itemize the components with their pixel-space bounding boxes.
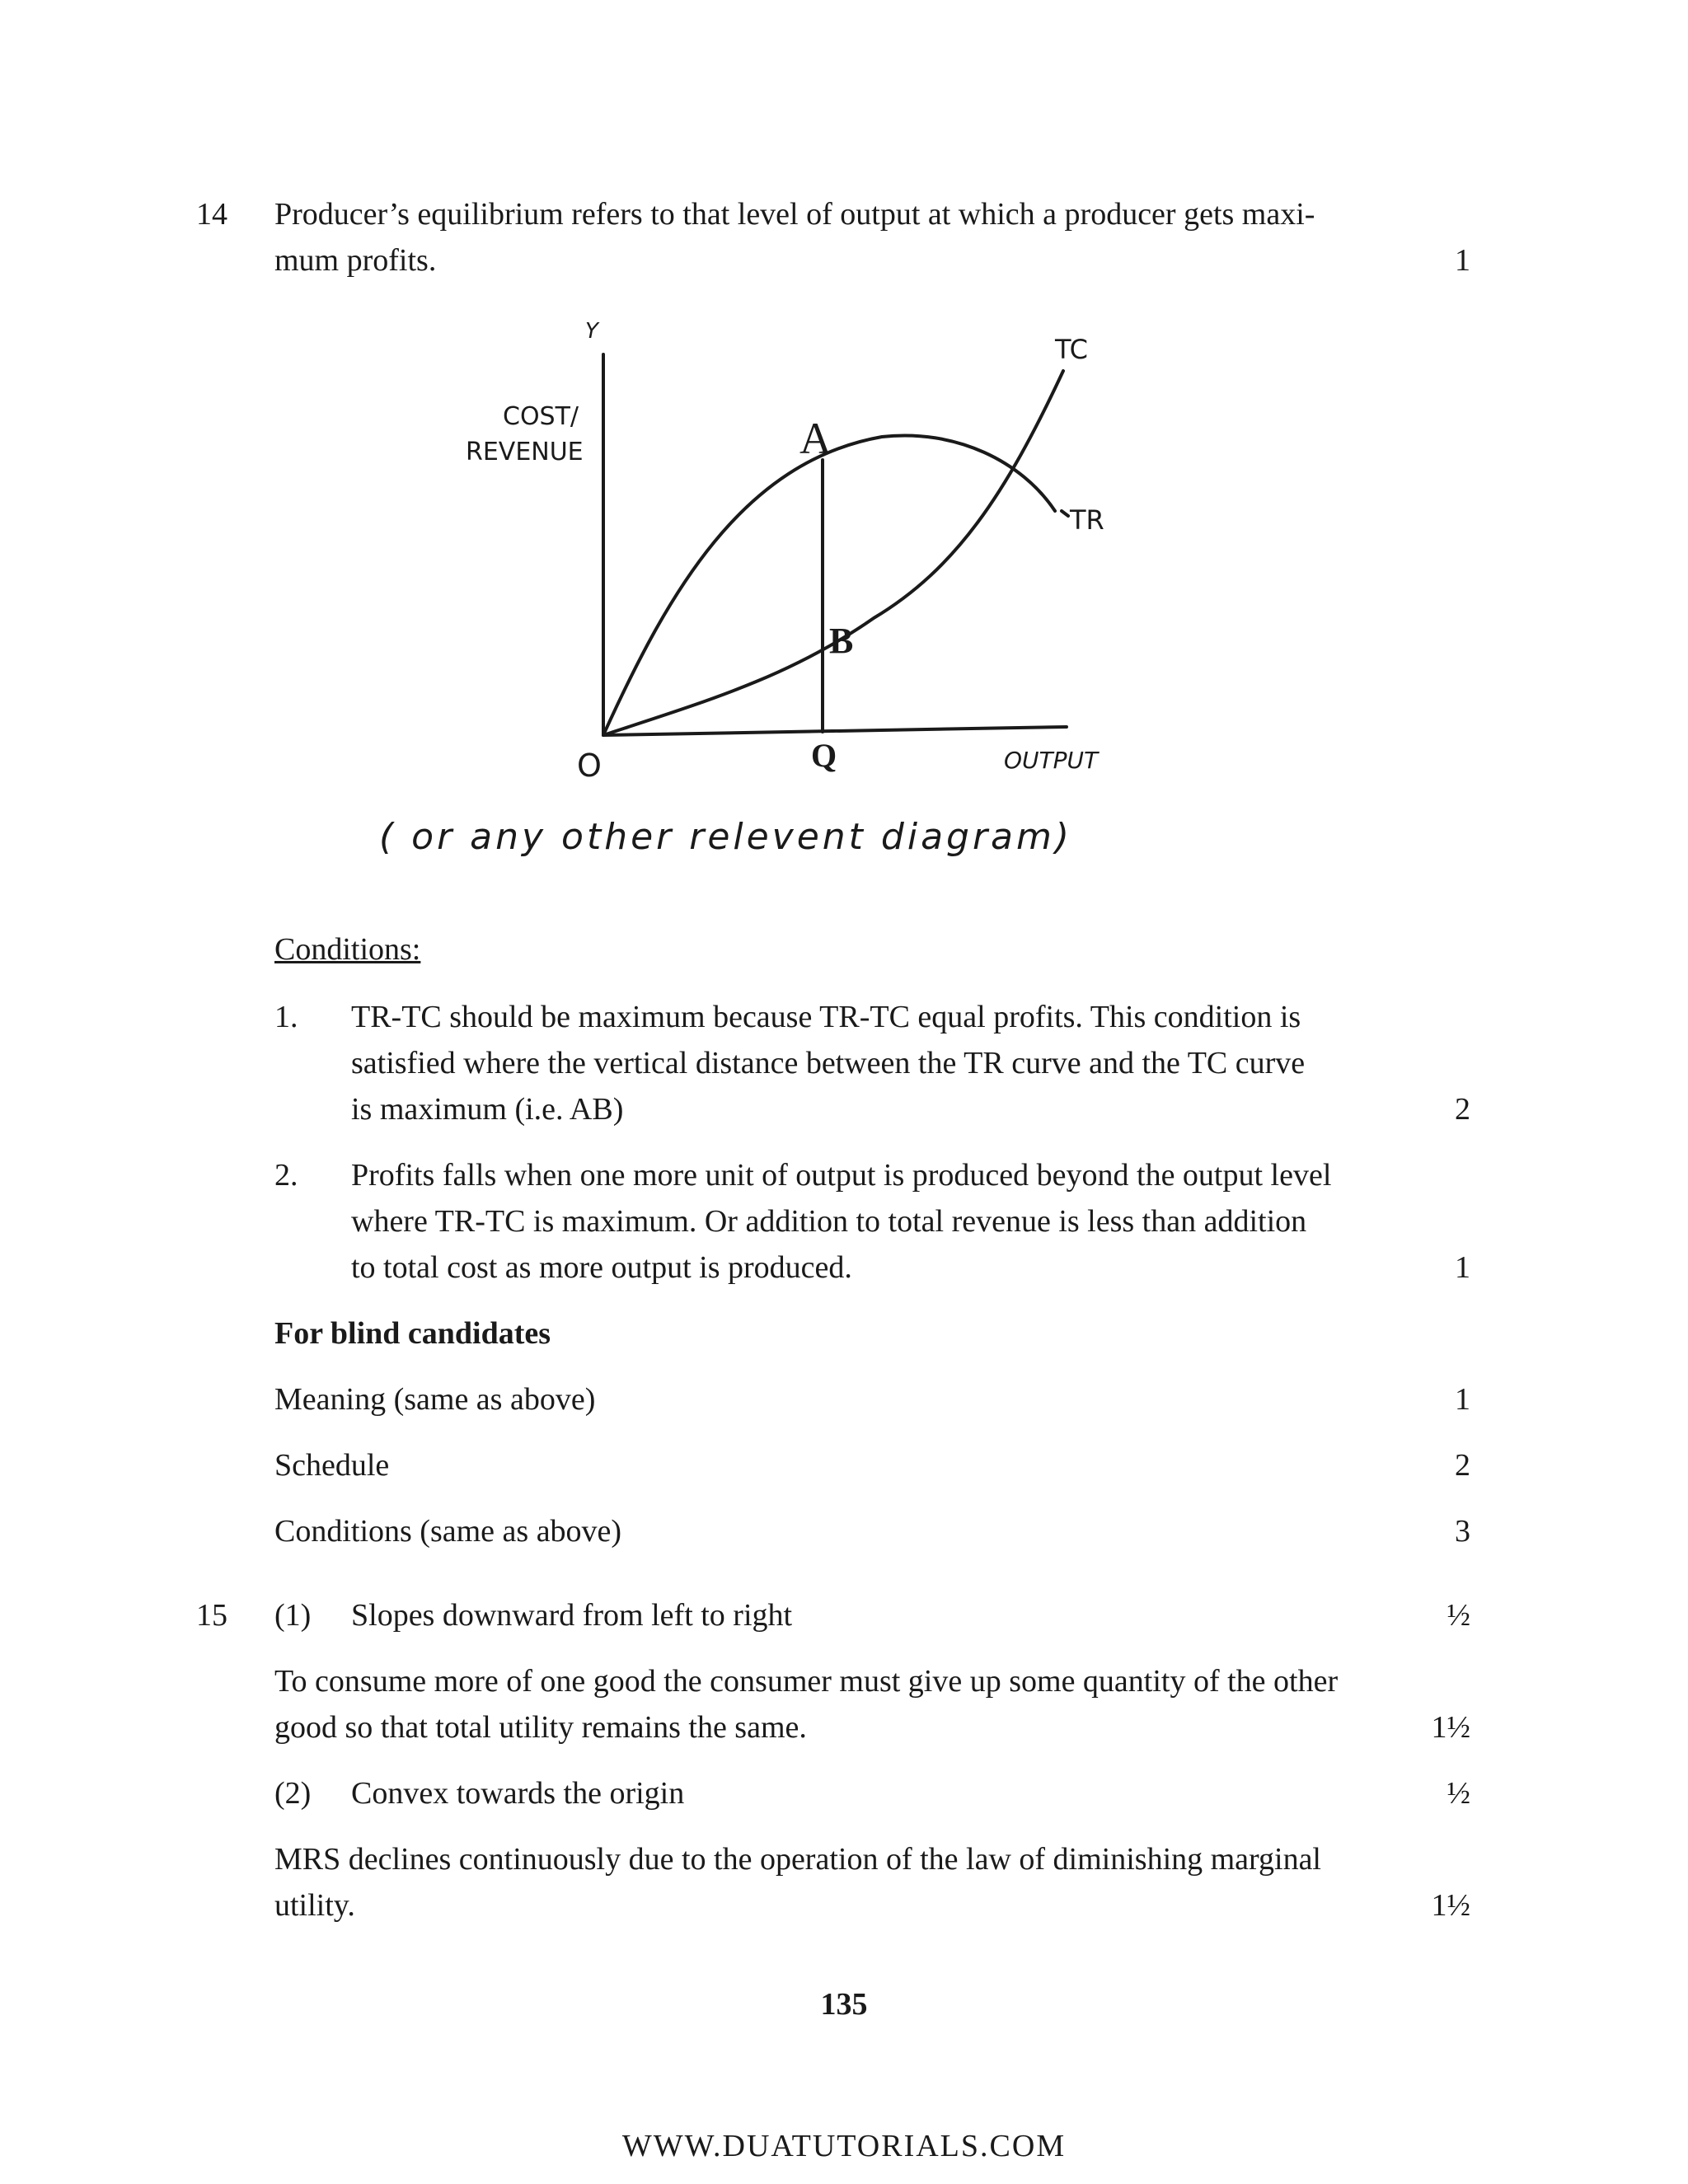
mark: 1 [1455, 243, 1470, 278]
y-axis-title: REVENUE [466, 438, 584, 466]
page-number: 135 [820, 1987, 868, 2022]
condition-text-line: where TR-TC is maximum. Or addition to total revenue is less than addition [351, 1204, 1307, 1239]
x-axis-line [603, 727, 1067, 735]
conditions-heading: Conditions: [274, 932, 421, 967]
condition-text-line: to total cost as more output is produced. [351, 1250, 852, 1285]
condition-number: 2. [274, 1158, 298, 1193]
mark: 2 [1455, 1092, 1470, 1127]
condition-number: 1. [274, 1000, 298, 1034]
part-number: (2) [274, 1776, 312, 1811]
tr-curve-label: TR [1070, 504, 1104, 536]
mark: 1 [1455, 1382, 1470, 1417]
blind-item-label: Meaning (same as above) [274, 1382, 596, 1417]
mark: 3 [1455, 1514, 1470, 1549]
condition-text-line: Profits falls when one more unit of output is produced beyond the output level [351, 1158, 1332, 1193]
part-number: (1) [274, 1598, 312, 1633]
explanation-line: good so that total utility remains the same. [274, 1710, 807, 1745]
question-number: 14 [196, 197, 227, 232]
q14-text-line: mum profits. [274, 243, 437, 278]
tc-curve-label: TC [1055, 334, 1089, 365]
tr-curve [603, 435, 1055, 735]
blind-item-label: Conditions (same as above) [274, 1514, 622, 1549]
x-axis-title: OUTPUT [1004, 747, 1099, 774]
point-q-label: Q [811, 737, 837, 774]
tr-label-tick [1062, 511, 1068, 516]
tc-curve [603, 371, 1063, 735]
mark: 1½ [1431, 1888, 1470, 1923]
explanation-line: MRS declines continuously due to the operation of the law of diminishing marginal [274, 1842, 1321, 1877]
mark: 1 [1455, 1250, 1470, 1285]
mark: ½ [1447, 1598, 1470, 1633]
y-axis-label: Y [585, 319, 598, 344]
question-number: 15 [196, 1598, 227, 1633]
part-text: Slopes downward from left to right [351, 1598, 793, 1633]
diagram-caption: ( or any other relevent diagram) [379, 816, 1073, 858]
condition-text-line: is maximum (i.e. AB) [351, 1092, 624, 1127]
blind-item-label: Schedule [274, 1448, 390, 1483]
footer-url: WWW.DUATUTORIALS.COM [621, 2129, 1067, 2163]
point-b-label: B [829, 621, 854, 661]
blind-candidates-heading: For blind candidates [274, 1316, 551, 1351]
origin-label: O [577, 748, 602, 784]
part-text: Convex towards the origin [351, 1776, 685, 1811]
mark: 1½ [1431, 1710, 1470, 1745]
explanation-line: utility. [274, 1888, 355, 1923]
mark: ½ [1447, 1776, 1470, 1811]
y-axis-title: COST/ [503, 402, 579, 431]
q14-text-line: Producer’s equilibrium refers to that level of output at which a producer gets maxi- [274, 197, 1315, 232]
condition-text-line: satisfied where the vertical distance between the TR curve and the TC curve [351, 1046, 1306, 1080]
condition-text-line: TR-TC should be maximum because TR-TC equal profits. This condition is [351, 1000, 1301, 1034]
explanation-line: To consume more of one good the consumer must give up some quantity of the other [274, 1664, 1339, 1699]
point-a-label: A [799, 414, 832, 463]
equilibrium-diagram [445, 313, 1121, 791]
mark: 2 [1455, 1448, 1470, 1483]
